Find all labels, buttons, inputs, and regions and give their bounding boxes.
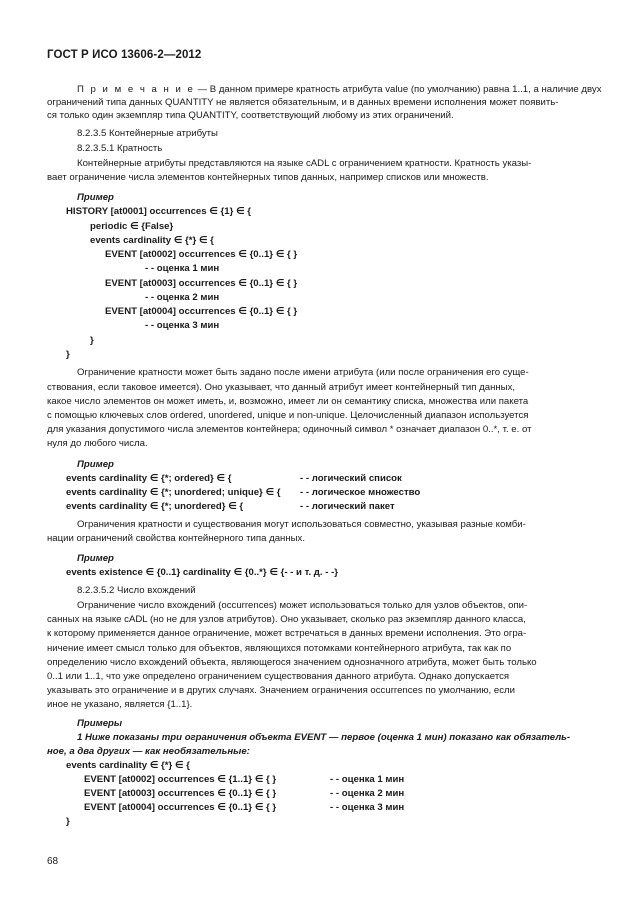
code-line: events cardinality ∈ {*} ∈ { [66,760,190,771]
code-line: EVENT [at0003] occurrences ∈ {0..1} ∈ { } [105,278,298,289]
code-comment: - - логический пакет [300,501,395,512]
example-description: 1 Ниже показаны три ограничения объекта EVENT — первое (оценка 1 мин) показано как обязатель- [77,732,571,743]
example-description: ное, а два других — как необязательные: [47,746,250,757]
code-line: events cardinality ∈ {*; unordered; unique} ∈ { [66,487,281,498]
code-comment: - - оценка 1 мин [145,263,220,274]
code-comment: - - оценка 2 мин [330,788,405,799]
code-comment: - - оценка 3 мин [145,320,220,331]
code-brace: } [90,335,94,346]
page-header: ГОСТ Р ИСО 13606-2—2012 [47,49,202,61]
code-line: EVENT [at0004] occurrences ∈ {0..1} ∈ { } [84,802,277,813]
code-line: periodic ∈ {False} [90,221,174,232]
section-heading-82351: 8.2.3.5.1 Кратность [77,143,163,154]
code-comment: - - оценка 1 мин [330,774,405,785]
code-line: EVENT [at0003] occurrences ∈ {0..1} ∈ { } [84,788,277,799]
paragraph-line: вает ограничение числа элементов контейнерных типов данных, например списков или множеств. [47,172,489,183]
paragraph-line: 0..1 или 1..1, что уже определено ограничением существования данного атрибута. Однако допускается [47,671,510,682]
note-line-1: П р и м е ч а н и е — В данном примере кратность атрибута value (по умолчанию) равна 1..1, а наличие двух [77,84,602,95]
code-line: events cardinality ∈ {*; unordered} ∈ { [66,501,244,512]
paragraph-line: какое число элементов он может иметь, и, возможно, имеет ли он семантику списка, множества или пакета [47,396,529,407]
section-heading-82352: 8.2.3.5.2 Число вхождений [77,585,196,596]
code-line: EVENT [at0004] occurrences ∈ {0..1} ∈ { } [105,306,298,317]
paragraph-line: нации ограничений свойства контейнерного типа данных. [47,533,306,544]
note-line-3: ся только один экземпляр типа QUANTITY, соответствующий любому из этих ограничений. [47,110,454,121]
code-brace: } [66,349,70,360]
paragraph-line: определению число вхождений объекта, являющегося значением однозначного атрибута, может быть только [47,657,537,668]
code-line: HISTORY [at0001] occurrences ∈ {1} ∈ { [66,206,251,217]
code-comment: - - оценка 2 мин [145,292,220,303]
section-heading-8235: 8.2.3.5 Контейнерные атрибуты [77,128,218,139]
paragraph-line: ничение имеет смысл только для объектов, являющихся потомками контейнерного атрибута, так как по [47,643,512,654]
paragraph-line: с помощью ключевых слов ordered, unordered, unique и non-unique. Целочисленный диапазон используется [47,410,529,421]
paragraph-line: нуля до любого числа. [47,438,148,449]
code-comment: - - логическое множество [300,487,421,498]
code-line: events cardinality ∈ {*; ordered} ∈ { [66,473,232,484]
code-brace: } [66,816,70,827]
paragraph-line: иное не указано, является {1..1}. [47,699,193,710]
paragraph-line: для указания допустимого числа элементов контейнера; одиночный символ * означает диапазон 0..*, т. е. от [47,424,532,435]
example-label: Примеры [77,718,123,729]
code-line: EVENT [at0002] occurrences ∈ {1..1} ∈ { } [84,774,277,785]
code-line: events cardinality ∈ {*} ∈ { [90,235,214,246]
code-line: events existence ∈ {0..1} cardinality ∈ {0..*} ∈ {- - и т. д. - -} [66,567,338,578]
paragraph-line: санных на языке cADL (но не для узлов атрибутов). Оно указывает, сколько раз экземпляр данного класса, [47,614,526,625]
paragraph-line: ствования, если таковое имеется). Оно указывает, что данный атрибут имеет контейнерный тип данных, [47,382,516,393]
paragraph-line: Ограничение кратности может быть задано после имени атрибута (или после ограничения его суще- [77,367,529,378]
code-line: EVENT [at0002] occurrences ∈ {0..1} ∈ { } [105,249,298,260]
paragraph-line: к которому применяется данное ограничение, может встречаться в данных времени исполнения. Это огра- [47,628,527,639]
note-line-2: ограничений типа данных QUANTITY не является обязательным, и в данных времени исполнения может появить- [47,97,559,108]
example-label: Пример [77,192,114,203]
code-comment: - - оценка 3 мин [330,802,405,813]
example-label: Пример [77,553,114,564]
example-label: Пример [77,459,114,470]
paragraph-line: Ограничения кратности и существования могут использоваться совместно, указывая разные комби- [77,519,526,530]
paragraph-line: указывать это ограничение и в других случаях. Значением ограничения occurrences по умолчанию, если [47,685,515,696]
note-label: П р и м е ч а н и е [77,84,195,95]
paragraph-line: Контейнерные атрибуты представляются на языке cADL с ограничением кратности. Кратность указы- [77,158,532,169]
page-number: 68 [47,856,59,867]
paragraph-line: Ограничение число вхождений (occurrences) может использоваться только для узлов объектов, опи- [77,600,528,611]
code-comment: - - логический список [300,473,402,484]
